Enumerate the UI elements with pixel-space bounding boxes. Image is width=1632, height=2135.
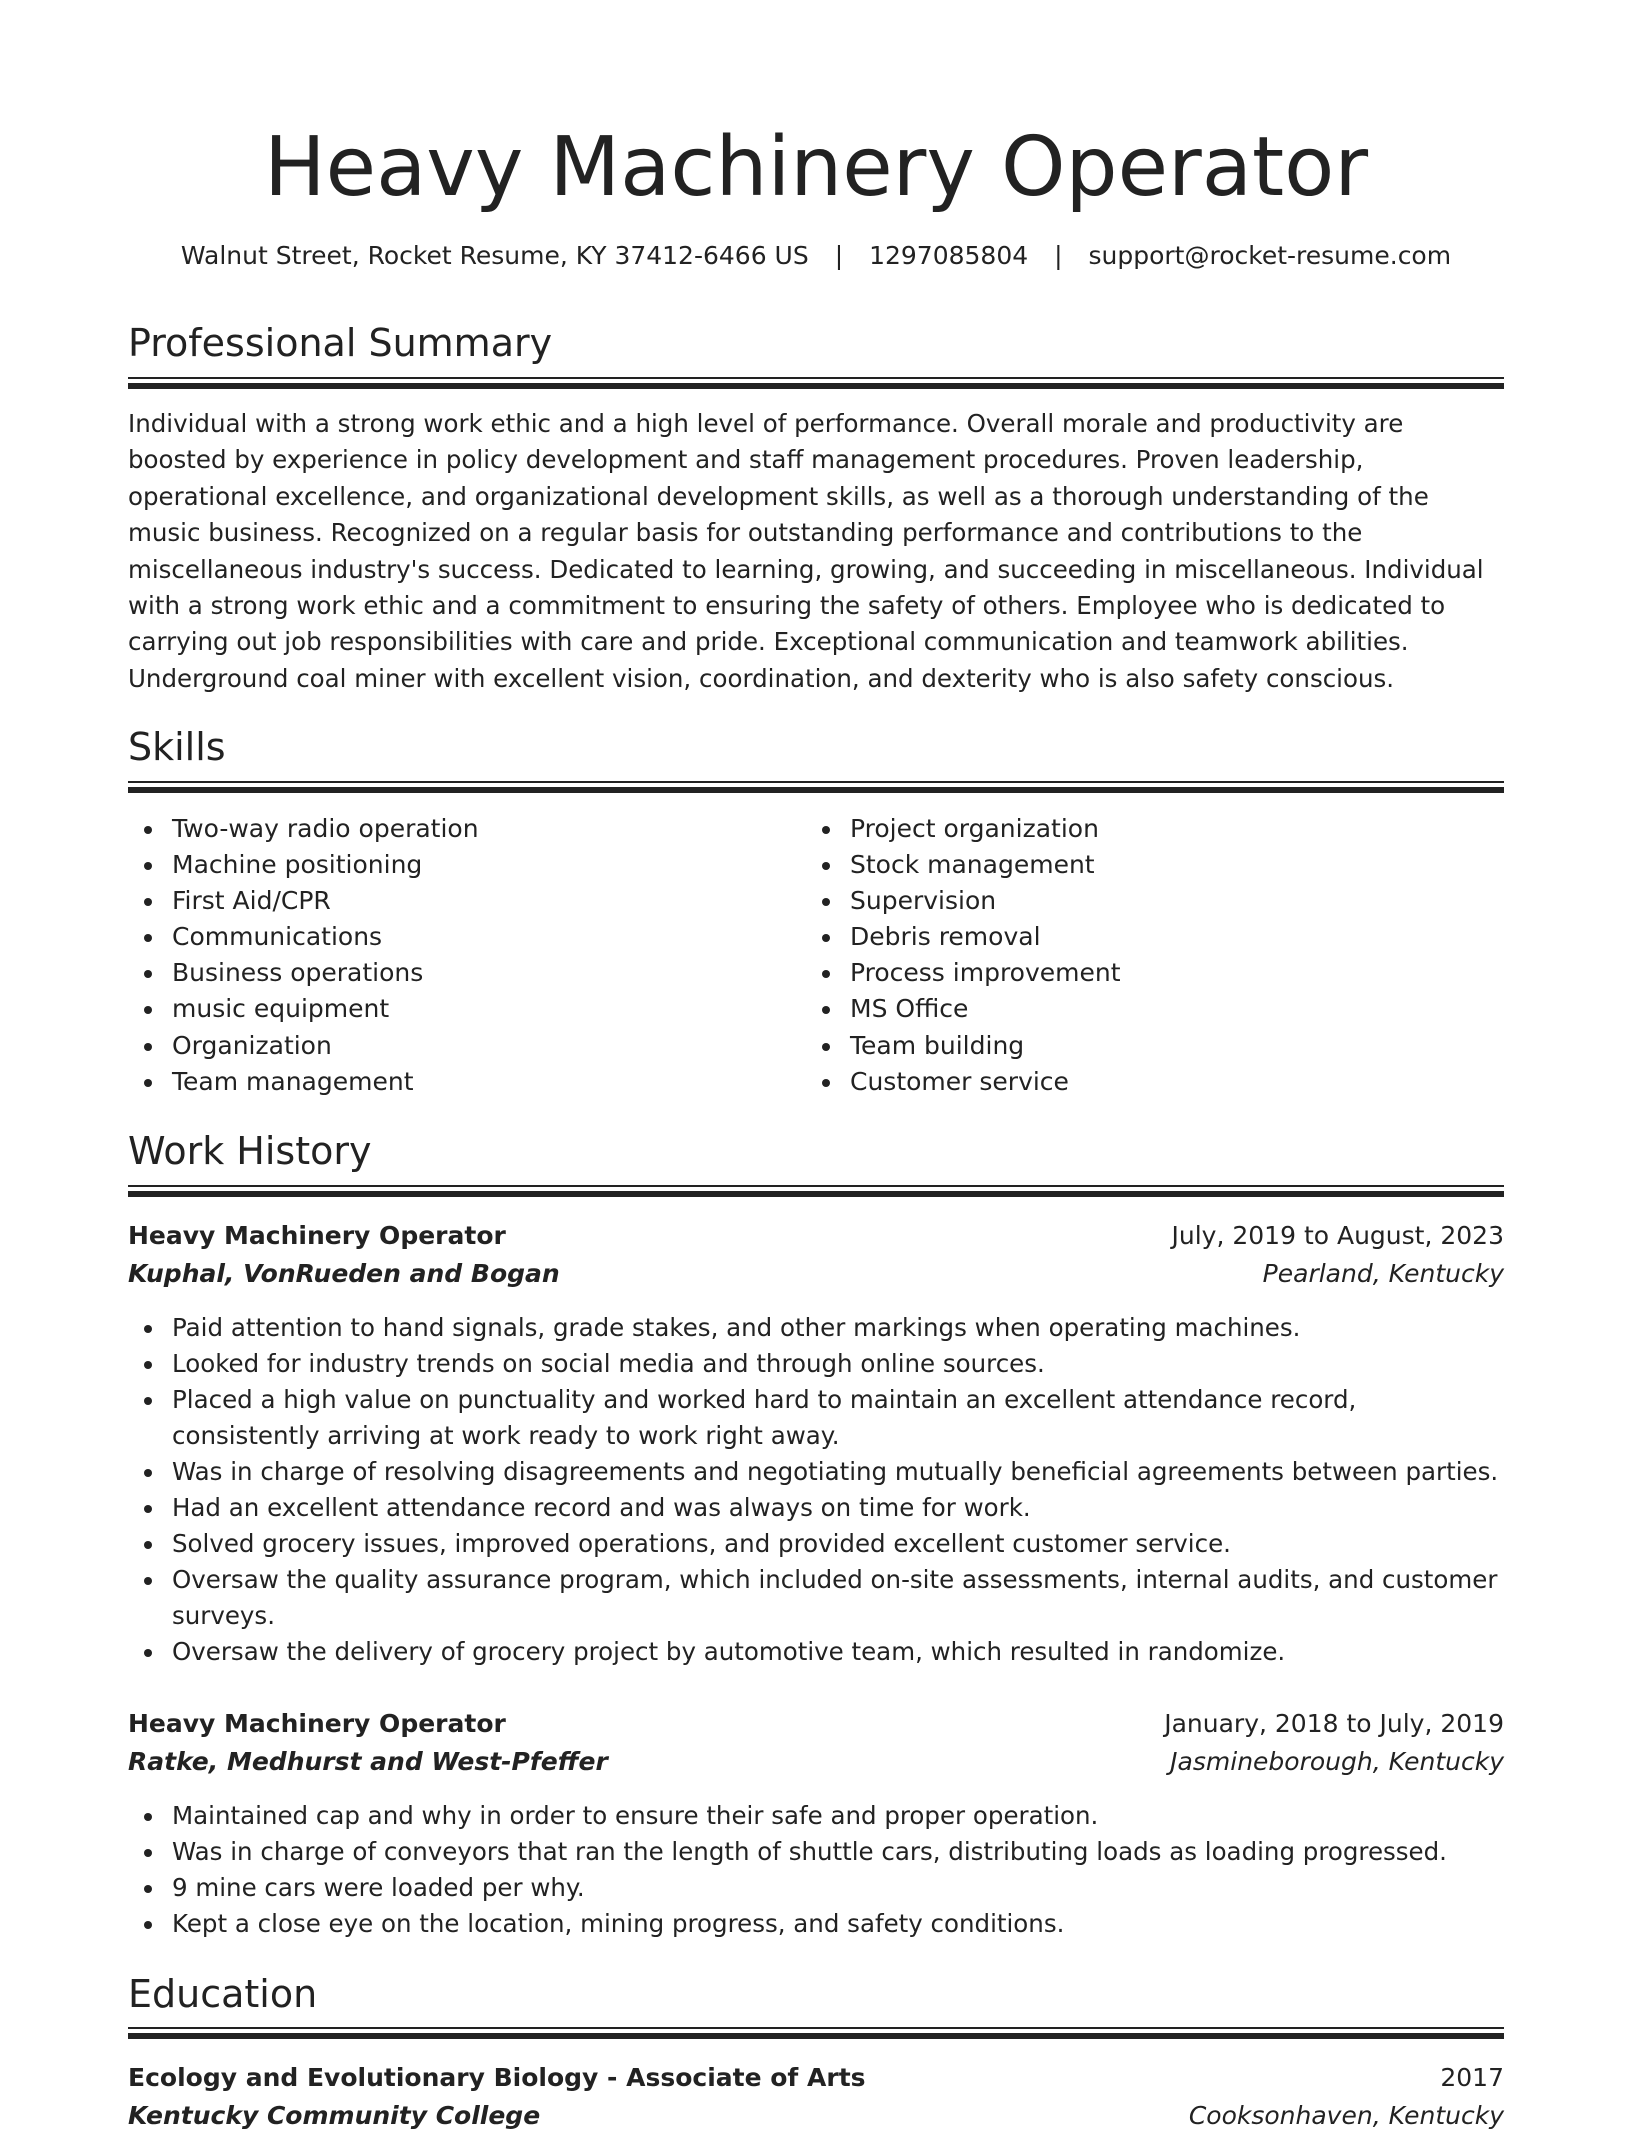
skill-item: Communications [172, 919, 812, 955]
contact-phone: 1297085804 [869, 241, 1029, 270]
resume-name: Heavy Machinery Operator [263, 120, 1369, 215]
section-title-summary: Professional Summary [128, 321, 553, 365]
list-item: Was in charge of resolving disagreements and negotiating mutually beneficial agreements between parties. [172, 1454, 1504, 1490]
job-company: Ratke, Medhurst and West-Pfeffer [128, 1747, 608, 1776]
education-year: 2017 [1440, 2063, 1504, 2092]
contact-email: support@rocket-resume.com [1088, 241, 1452, 270]
contact-separator: | [1054, 241, 1063, 270]
contact-separator: | [834, 241, 844, 270]
section-divider [128, 2027, 1504, 2037]
skill-item: Team management [172, 1064, 812, 1100]
skill-item: Process improvement [850, 955, 1490, 991]
skill-item: Business operations [172, 955, 812, 991]
job-role: Heavy Machinery Operator [128, 1221, 506, 1250]
skill-item: Debris removal [850, 919, 1490, 955]
list-item: Solved grocery issues, improved operations, and provided excellent customer service. [172, 1526, 1504, 1562]
skill-item: Machine positioning [172, 847, 812, 883]
skill-item: Project organization [850, 811, 1490, 847]
job-role: Heavy Machinery Operator [128, 1709, 506, 1738]
list-item: Oversaw the delivery of grocery project by automotive team, which resulted in randomize. [172, 1634, 1504, 1670]
skill-item: Organization [172, 1028, 812, 1064]
skill-item: Supervision [850, 883, 1490, 919]
job-location: Jasmineborough, Kentucky [1170, 1747, 1504, 1776]
list-item: Was in charge of conveyors that ran the length of shuttle cars, distributing loads as loading progressed. [172, 1834, 1504, 1870]
list-item: Maintained cap and why in order to ensure their safe and proper operation. [172, 1798, 1504, 1834]
contact-address: Walnut Street, Rocket Resume, KY 37412-6466 US [180, 241, 809, 270]
section-divider [128, 781, 1504, 791]
list-item: Paid attention to hand signals, grade stakes, and other markings when operating machines. [172, 1310, 1504, 1346]
section-divider [128, 377, 1504, 387]
list-item: Oversaw the quality assurance program, which included on-site assessments, internal audits, and customer surveys. [172, 1562, 1504, 1634]
skill-item: First Aid/CPR [172, 883, 812, 919]
list-item: Kept a close eye on the location, mining progress, and safety conditions. [172, 1906, 1504, 1942]
job-bullets [172, 1310, 1504, 1670]
skill-item: Customer service [850, 1064, 1490, 1100]
section-title-education: Education [128, 1972, 318, 2016]
skills-list-right [850, 811, 1490, 1100]
list-item: Had an excellent attendance record and was always on time for work. [172, 1490, 1504, 1526]
list-item: 9 mine cars were loaded per why. [172, 1870, 1504, 1906]
skill-item: Team building [850, 1028, 1490, 1064]
section-divider [128, 1185, 1504, 1195]
summary-text: Individual with a strong work ethic and a high level of performance. Overall morale and productivity are boosted by experience in policy development and staff management procedures. Proven leadership, operational excellence, and organizational development skills, as well as a thorough understanding of the music business. Recognized on a regular basis for outstanding performance and contributions to the miscellaneous industry's success. Dedicated to learning, growing, and succeeding in miscellaneous. Individual with a strong work ethic and a commitment to ensuring the safety of others. Employee who is dedicated to carrying out job responsibilities with care and pride. Exceptional communication and teamwork abilities. Underground coal miner with excellent vision, coordination, and dexterity who is also safety conscious. [128, 409, 1484, 693]
contact-line [128, 238, 1504, 274]
skill-item: music equipment [172, 991, 812, 1027]
job-location: Pearland, Kentucky [1262, 1259, 1504, 1288]
job-dates: July, 2019 to August, 2023 [1171, 1221, 1504, 1250]
section-title-work-history: Work History [128, 1129, 372, 1173]
skills-list-left [172, 811, 812, 1100]
job-dates: January, 2018 to July, 2019 [1164, 1709, 1504, 1738]
list-item: Looked for industry trends on social media and through online sources. [172, 1346, 1504, 1382]
list-item: Placed a high value on punctuality and worked hard to maintain an excellent attendance record, consistently arriving at work ready to work right away. [172, 1382, 1504, 1454]
skill-item: Two-way radio operation [172, 811, 812, 847]
education-school: Kentucky Community College [128, 2101, 541, 2130]
skill-item: Stock management [850, 847, 1490, 883]
job-bullets [172, 1798, 1504, 1942]
section-title-skills: Skills [128, 725, 226, 769]
skill-item: MS Office [850, 991, 1490, 1027]
education-degree: Ecology and Evolutionary Biology - Associate of Arts [128, 2063, 866, 2092]
job-company: Kuphal, VonRueden and Bogan [128, 1259, 560, 1288]
education-location: Cooksonhaven, Kentucky [1188, 2101, 1504, 2130]
